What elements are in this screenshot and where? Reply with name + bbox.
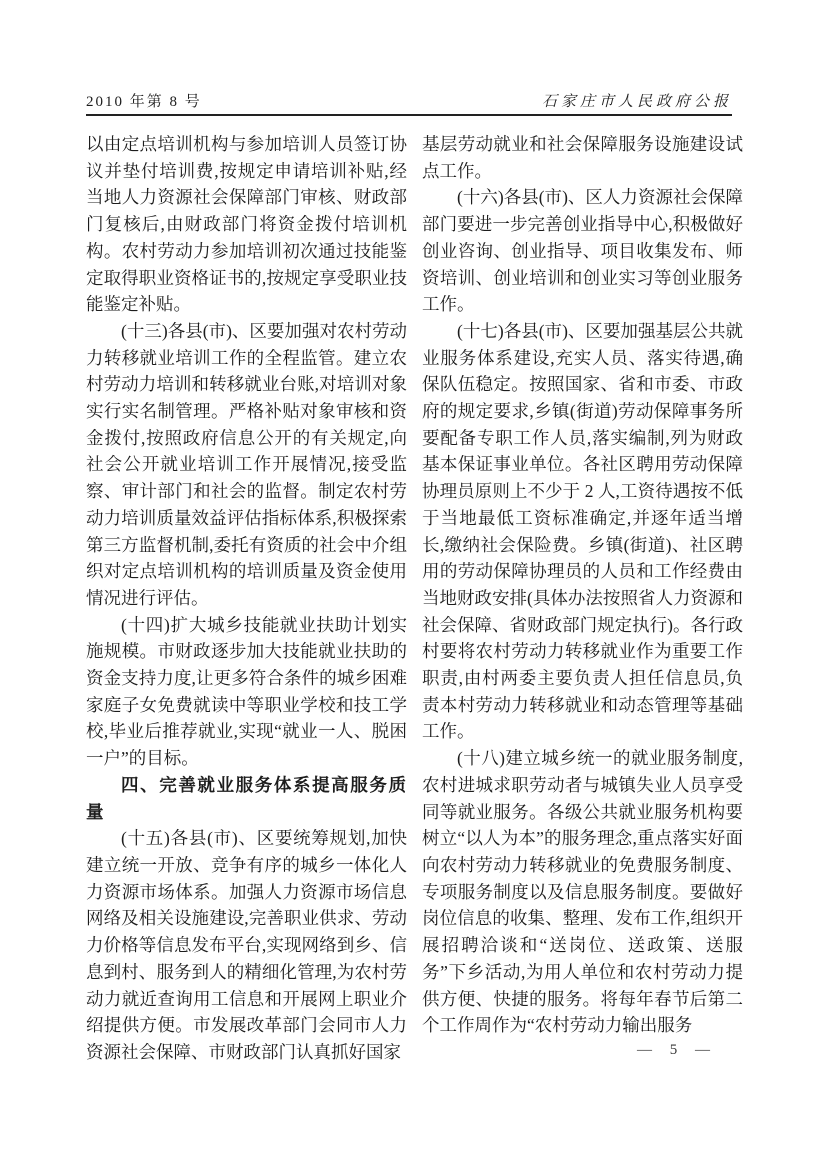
- paragraph-item-13: (十三)各县(市)、区要加强对农村劳动力转移就业培训工作的全程监管。建立农村劳动力培训和转移就业台账,对培训对象实行实名制管理。严格补贴对象审核和资金拨付,按照政府信息公开的有关规定,向社会公开就业培训工作开展情况,接受监察、审计部门和社会的监督。制定农村劳动力培训质量效益评估指标体系,积极探索第三方监督机制,委托有资质的社会中介组织对定点培训机构的培训质量及资金使用情况进行评估。: [86, 320, 407, 608]
- issue-number: 2010 年第 8 号: [86, 94, 202, 110]
- page-number: — 5 —: [637, 1042, 717, 1058]
- paragraph-item-15: (十五)各县(市)、区要统筹规划,加快建立统一开放、竞争有序的城乡一体化人力资源市场体系。加强人力资源市场信息网络及相关设施建设,完善职业供求、劳动力价格等信息发布平台,实现网络到乡、信息到村、服务到人的精细化管理,为农村劳动力就近查询用工信息和开展网上职业介绍提供方便。市发展改革部门会同市人力资源社会保障、市财政部门认真抓好国家: [86, 828, 407, 1062]
- page-header: [86, 90, 732, 111]
- paragraph-continuation: 以由定点培训机构与参加培训人员签订协议并垫付培训费,按规定申请培训补贴,经当地人力资源社会保障部门审核、财政部门复核后,由财政部门将资金拨付培训机构。农村劳动力参加培训初次通过技能鉴定取得职业资格证书的,按规定享受职业技能鉴定补贴。: [86, 134, 407, 315]
- paragraph-item-16: (十六)各县(市)、区人力资源社会保障部门要进一步完善创业指导中心,积极做好创业咨询、创业指导、项目收集发布、师资培训、创业培训和创业实习等创业服务工作。: [422, 187, 743, 315]
- left-column: [86, 131, 407, 1066]
- right-column: [422, 131, 743, 1039]
- section-heading: 四、完善就业服务体系提高服务质量: [86, 774, 407, 822]
- header-divider: [86, 114, 732, 116]
- paragraph-item-17: (十七)各县(市)、区要加强基层公共就业服务体系建设,充实人员、落实待遇,确保队伍稳定。按照国家、省和市委、市政府的规定要求,乡镇(街道)劳动保障事务所要配备专职工作人员,落实编制,列为财政基本保证事业单位。各社区聘用劳动保障协理员原则上不少于 2 人,工资待遇按不低于当地最低工资标准确定,并逐年适当增长,缴纳社会保险费。乡镇(街道)、社区聘用的劳动保障协理员的人员和工作经费由当地财政安排(具体办法按照省人力资源和社会保障、省财政部门规定执行)。各行政村要将农村劳动力转移就业作为重要工作职责,由村两委主要负责人担任信息员,负责本村劳动力转移就业和动态管理等基础工作。: [422, 320, 743, 742]
- gazette-title: 石家庄市人民政府公报: [541, 94, 732, 110]
- paragraph-item-14: (十四)扩大城乡技能就业扶助计划实施规模。市财政逐步加大技能就业扶助的资金支持力度,让更多符合条件的城乡困难家庭子女免费就读中等职业学校和技工学校,毕业后推荐就业,实现“就业一人、脱困一户”的目标。: [86, 614, 407, 769]
- page-footer: [422, 1042, 743, 1059]
- paragraph-item-18: (十八)建立城乡统一的就业服务制度,农村进城求职劳动者与城镇失业人员享受同等就业服务。各级公共就业服务机构要树立“以人为本”的服务理念,重点落实好面向农村劳动力转移就业的免费服务制度、专项服务制度以及信息服务制度。要做好岗位信息的收集、整理、发布工作,组织开展招聘洽谈和“送岗位、送政策、送服务”下乡活动,为用人单位和农村劳动力提供方便、快捷的服务。将每年春节后第二个工作周作为“农村劳动力输出服务: [422, 748, 743, 1036]
- paragraph-continuation: 基层劳动就业和社会保障服务设施建设试点工作。: [422, 134, 743, 181]
